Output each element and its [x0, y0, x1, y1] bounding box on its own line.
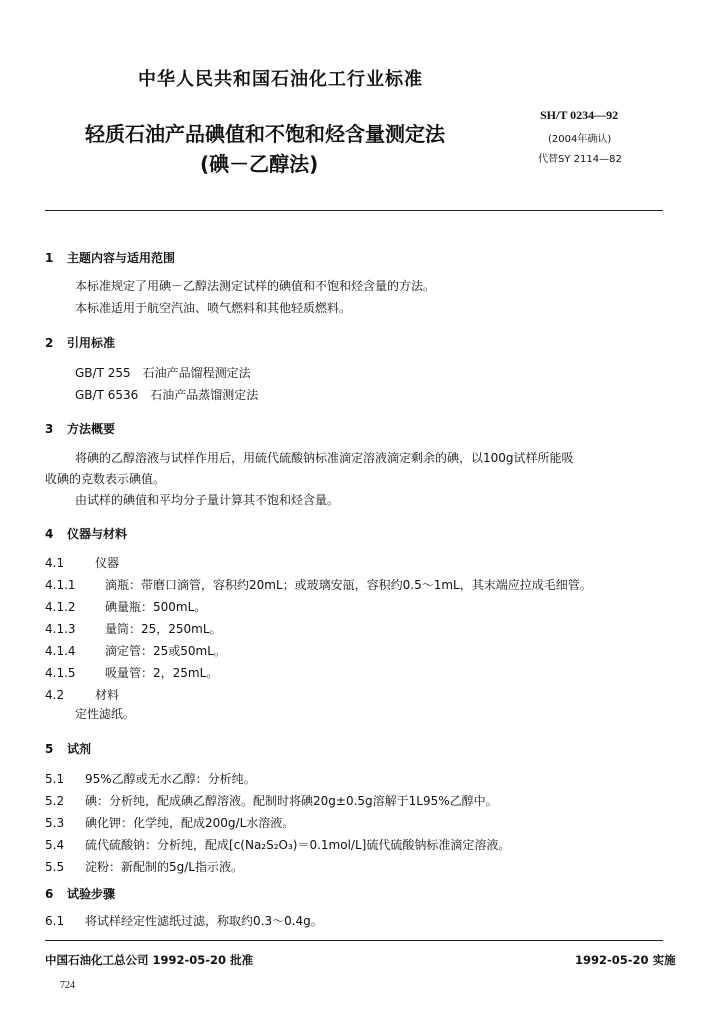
section-heading-3: 3 方法概要 [45, 422, 116, 436]
section-1-paragraph-1: 本标准规定了用碘－乙醇法测定试样的碘值和不饱和烃含量的方法。 [75, 279, 436, 293]
section-heading-5: 5 试剂 [45, 742, 92, 756]
implementation-date: 1992-05-20 实施 [575, 953, 676, 967]
clause-4-2: 4.2 材料 [45, 688, 120, 702]
confirmation-note: (2004年确认) [548, 134, 612, 145]
industry-standard-title: 中华人民共和国石油化工行业标准 [138, 69, 423, 90]
clause-5-3: 5.3 碘化钾：化学纯，配成200g/L水溶液。 [45, 816, 295, 830]
clause-4-2-text: 定性滤纸。 [75, 707, 136, 721]
section-3-paragraph-1b: 收碘的克数表示碘值。 [45, 472, 166, 486]
reference-standard-1: GB/T 255 石油产品馏程测定法 [75, 366, 251, 380]
clause-5-5: 5.5 淀粉：新配制的5g/L指示液。 [45, 860, 243, 874]
replaces-note: 代替SY 2114—82 [538, 154, 622, 165]
clause-4-1: 4.1 仪器 [45, 556, 120, 570]
section-heading-1: 1 主题内容与适用范围 [45, 251, 176, 265]
document-title-line1: 轻质石油产品碘值和不饱和烃含量测定法 [85, 122, 445, 146]
section-heading-2: 2 引用标准 [45, 336, 116, 350]
header-divider [45, 210, 663, 211]
approval-info: 中国石油化工总公司 1992-05-20 批准 [45, 953, 254, 967]
clause-6-1: 6.1 将试样经定性滤纸过滤，称取约0.3～0.4g。 [45, 914, 323, 928]
reference-standard-2: GB/T 6536 石油产品蒸馏测定法 [75, 388, 259, 402]
clause-4-1-2: 4.1.2 碘量瓶：500mL。 [45, 600, 207, 614]
clause-5-1: 5.1 95%乙醇或无水乙醇：分析纯。 [45, 772, 256, 786]
standard-code: SH/T 0234—92 [540, 108, 619, 122]
section-heading-4: 4 仪器与材料 [45, 527, 128, 541]
section-1-paragraph-2: 本标准适用于航空汽油、喷气燃料和其他轻质燃料。 [75, 301, 352, 315]
section-3-paragraph-1a: 将碘的乙醇溶液与试样作用后，用硫代硫酸钠标准滴定溶液滴定剩余的碘，以100g试样所能吸 [75, 451, 574, 465]
clause-4-1-3: 4.1.3 量筒：25，250mL。 [45, 622, 222, 636]
clause-4-1-1: 4.1.1 滴瓶：带磨口滴管，容积约20mL；或玻璃安瓿，容积约0.5～1mL，其末端应拉成毛细管。 [45, 578, 592, 592]
clause-4-1-4: 4.1.4 滴定管：25或50mL。 [45, 644, 226, 658]
clause-5-4: 5.4 硫代硫酸钠：分析纯，配成[c(Na₂S₂O₃)＝0.1mol/L]硫代硫酸钠标准滴定溶液。 [45, 838, 511, 852]
page-number: 724 [60, 980, 75, 991]
section-heading-6: 6 试验步骤 [45, 887, 116, 901]
document-title-line2: (碘－乙醇法) [200, 152, 319, 176]
footer-divider [45, 940, 663, 941]
clause-5-2: 5.2 碘：分析纯，配成碘乙醇溶液。配制时将碘20g±0.5g溶解于1L95%乙醇中。 [45, 794, 498, 808]
clause-4-1-5: 4.1.5 吸量管：2，25mL。 [45, 666, 219, 680]
section-3-paragraph-2: 由试样的碘值和平均分子量计算其不饱和烃含量。 [75, 493, 340, 507]
